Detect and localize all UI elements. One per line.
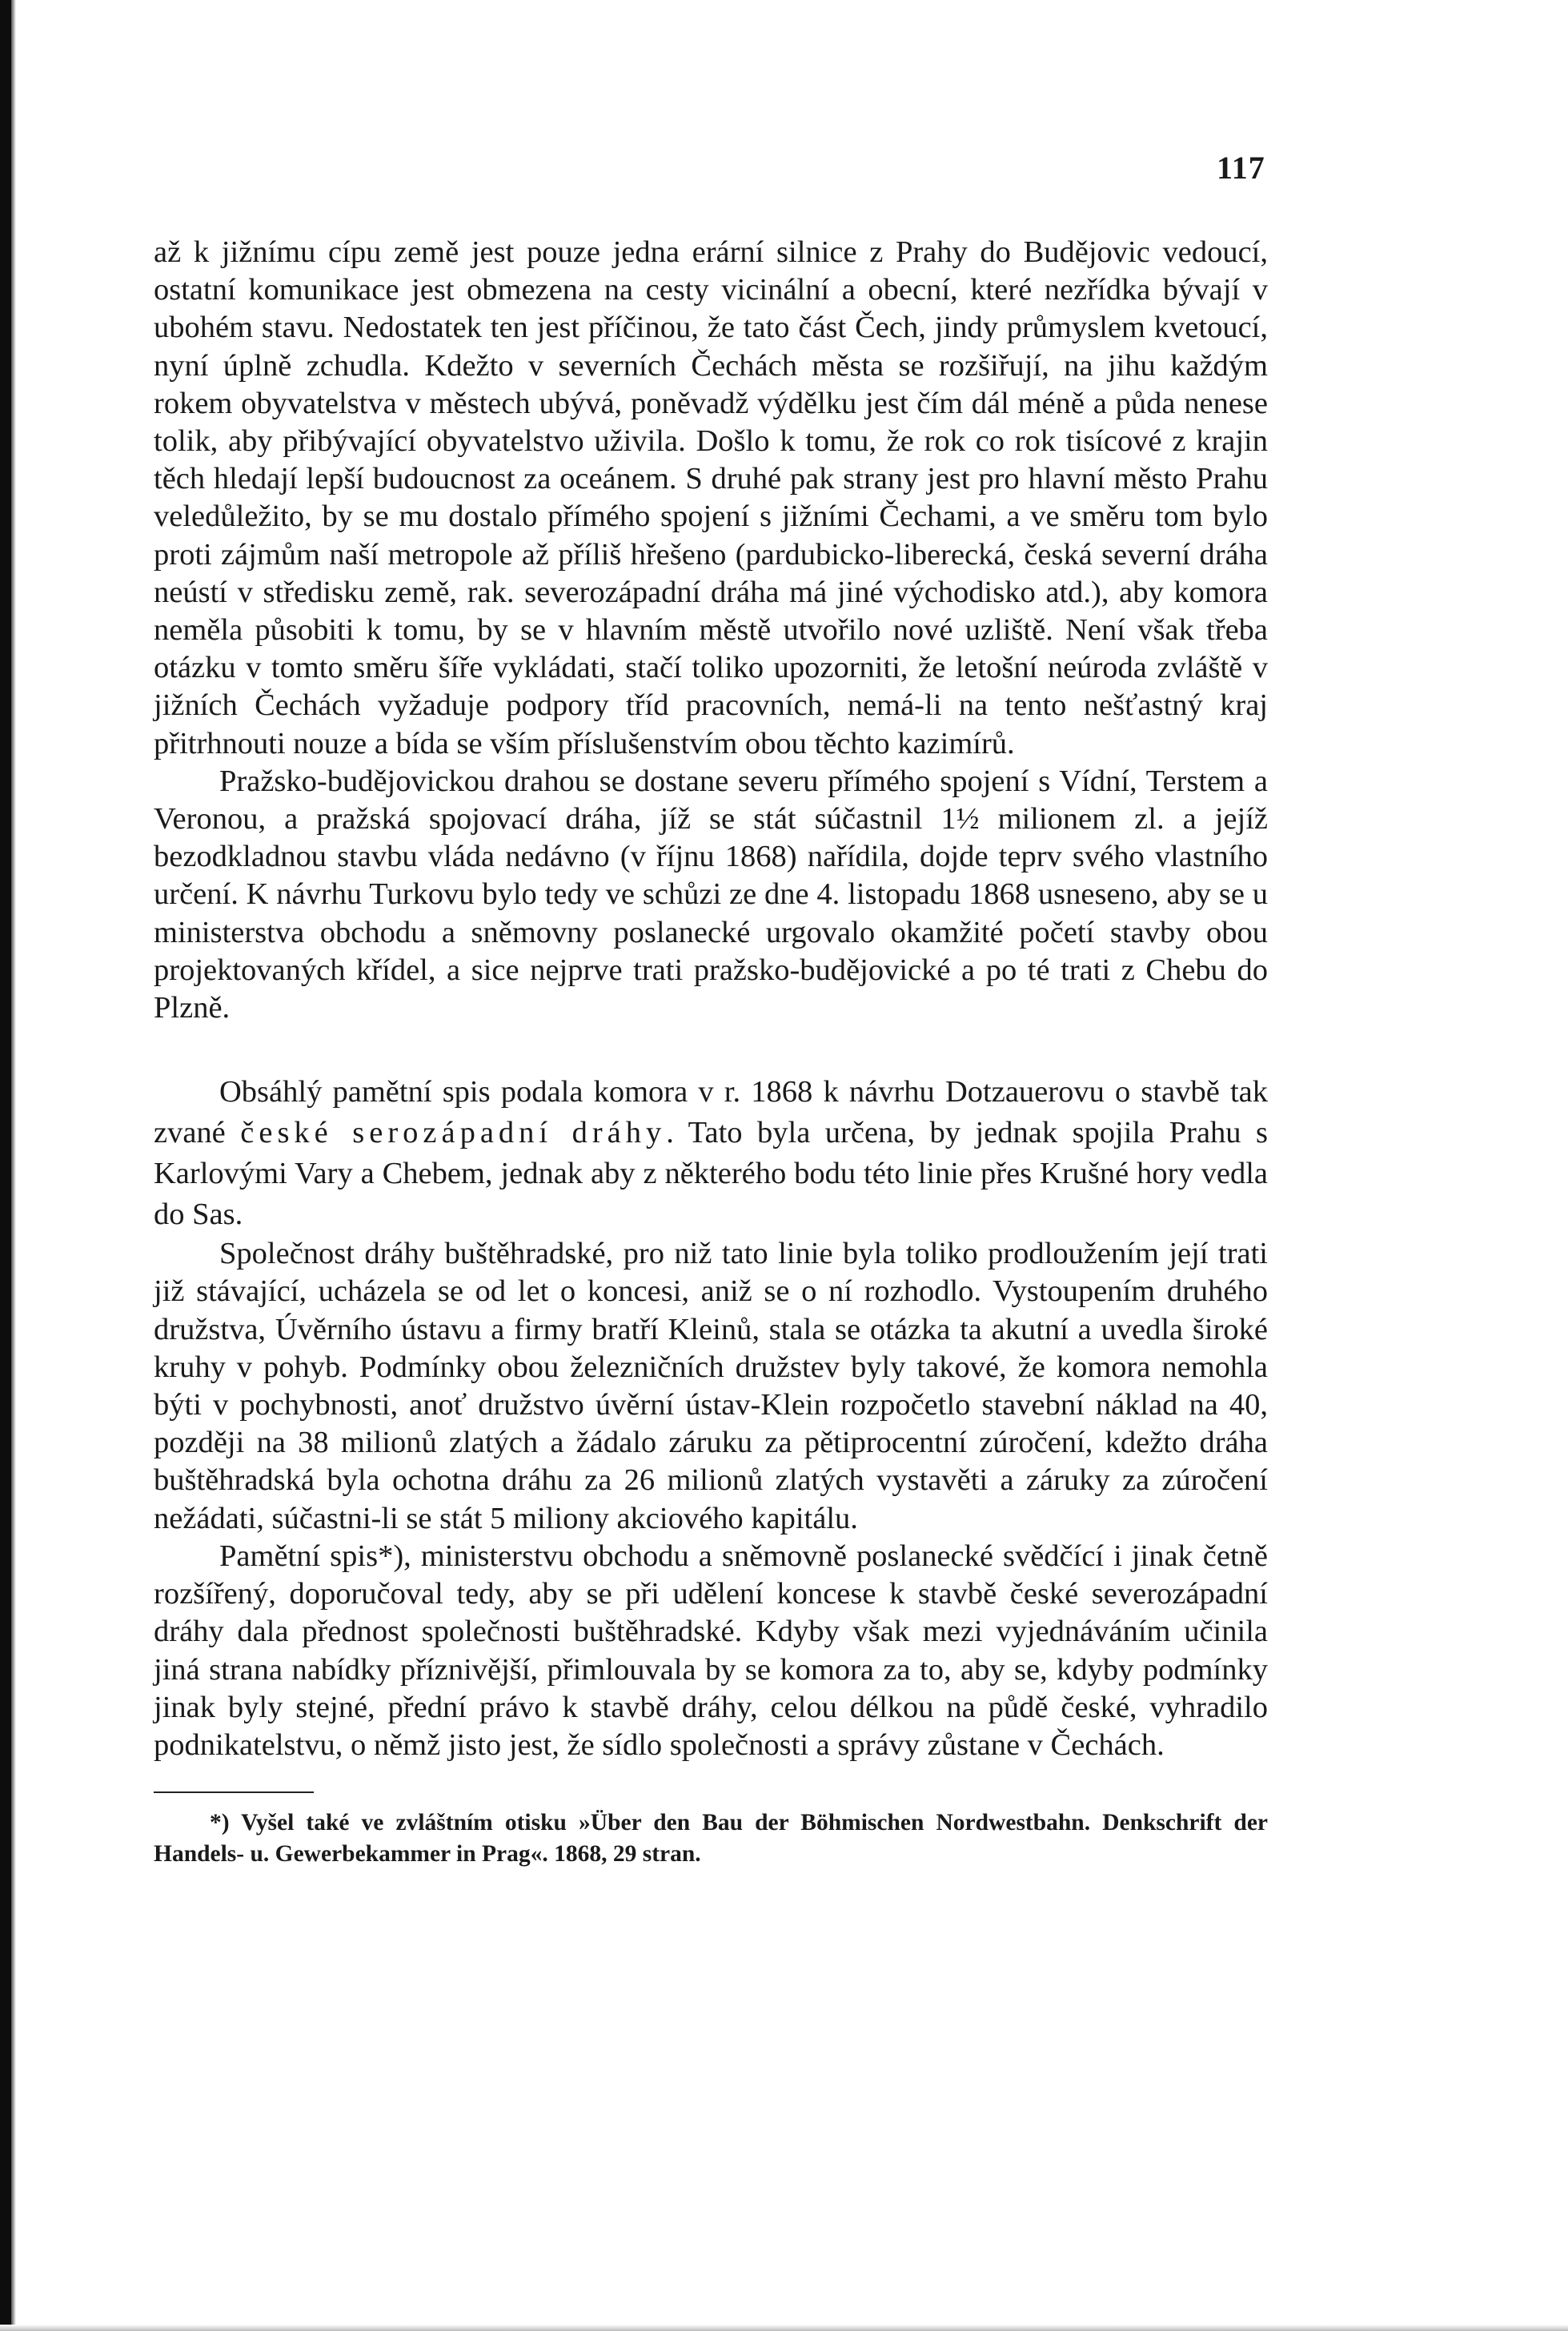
paragraph-3: [154, 1072, 1268, 1235]
paragraph-5-rest: , ministerstvu obchodu a sněmovně poslanecké svědčící i jinak četně rozšířený, doporučoval tedy, aby se při udělení koncese k stavbě české severozápadní dráhy dala přednost společnosti buštěhradské. Kdyby však mezi vyjednáváním učinila jiná strana nabídky příznivější, přimlouvala by se komora za to, aby se, kdyby podmínky jinak byly stejné, přední právo k stavbě dráhy, celou délkou na půdě české, vyhradilo podnikatelstvu, o němž jisto jest, že sídlo společnosti a správy zůstane v Čechách.: [154, 1539, 1268, 1762]
footnote-text: Vyšel také ve zvláštním otisku »Über den Bau der Böhmischen Nordwestbahn. Denkschrift der Handels- u. Gewerbekammer in Prag«. 1868, 29 stran.: [154, 1810, 1269, 1868]
paragraph-4: Společnost dráhy buštěhradské, pro niž tato linie byla toliko prodloužením její trati již stávající, ucházela se od let o koncesi, aniž se o ní rozhodlo. Vystoupením druhého družstva, Úvěrního ústavu a firmy bratří Kleinů, stala se otázka ta akutní a uvedla široké kruhy v pohyb. Podmínky obou železničních družstev byly takové, že komora nemohla býti v pochybnosti, anoť družstvo úvěrní ústav-Klein rozpočetlo stavební náklad na 40, později na 38 milionů zlatých a žádalo záruku za pětiprocentní zúročení, kdežto dráha buštěhradská byla ochotna dráhu za 26 milionů zlatých vystavěti a záruky za zúročení nežádati, súčastni-li se stát 5 miliony akciového kapitálu.: [154, 1237, 1268, 1535]
paragraph-2: Pražsko-budějovickou drahou se dostane severu přímého spojení s Vídní, Terstem a Veronou, a pražská spojovací dráha, jíž se stát súčastnil 1½ milionem zl. a jejíž bezodkladnou stavbu vláda nedávno (v říjnu 1868) nařídila, dojde teprv svého vlastního určení. K návrhu Turkovu bylo tedy ve schůzi ze dne 4. listopadu 1868 usneseno, aby se u ministerstva obchodu a sněmovny poslanecké urgovalo okamžité početí stavby obou projektovaných křídel, a sice nejprve trati pražsko-budějovické a po té trati z Chebu do Plzně.: [154, 764, 1268, 1025]
paragraph-5-lead: Pamětní spis: [219, 1539, 379, 1573]
footnote-area: [154, 1791, 1268, 1870]
body-text: [154, 234, 1268, 1870]
footnote-divider: [154, 1791, 314, 1793]
paragraph-5: [154, 1538, 1268, 1764]
footnote-reference: *): [378, 1539, 404, 1573]
scan-border-shadow: [11, 0, 16, 2331]
paragraph-1: až k jižnímu cípu země jest pouze jedna erární silnice z Prahy do Budějovic vedoucí, ostatní komunikace jest obmezena na cesty vicinální a obecní, které nezřídka bývají v ubohém stavu. Nedostatek ten jest příčinou, že tato část Čech, jindy průmyslem kvetoucí, nyní úplně zchudla. Kdežto v severních Čechách města se rozšiřují, na jihu každým rokem obyvatelstva v městech ubývá, poněvadž výdělku jest čím dál méně a půda nenese tolik, aby přibývající obyvatelstvo uživila. Došlo k tomu, že rok co rok tisícové z krajin těch hledají lepší budoucnost za oceánem. S druhé pak strany jest pro hlavní město Prahu veledůležito, by se mu dostalo přímého spojení s jižními Čechami, a ve směru tom bylo proti zájmům naší metropole až příliš hřešeno (pardubicko-liberecká, česká severní dráha neústí v středisku země, rak. severozápadní dráha má jiné východisko atd.), aby komora neměla působiti k tomu, by se v hlavním městě utvořilo nové uzliště. Není však třeba otázku v tomto směru šíře vykládati, stačí toliko upozorniti, že letošní neúroda zvláště v jižních Čechách vyžaduje podpory tříd pracovních, nemá-li na tento nešťastný kraj přitrhnouti nouze a bída se vším příslušenstvím obou těchto kazimírů.: [154, 235, 1268, 760]
scan-border-left: [0, 0, 11, 2331]
page-number: 117: [1217, 150, 1265, 186]
paragraph-3-rest: . Tato byla určena, by jednak spojila Prahu s Karlovými Vary a Chebem, jednak aby z některého bodu této linie přes Krušné hory vedla do Sas.: [154, 1116, 1269, 1232]
scan-border-bottom: [0, 2325, 1568, 2331]
footnote-mark: *): [210, 1810, 230, 1836]
paragraph-3-lead: Obsáhlý pamětní spis podala komora v r. 1868 k návrhu Dotzauerovu o stavbě tak zvané: [154, 1075, 1268, 1150]
footnote: [154, 1807, 1268, 1870]
paragraph-3-spaced-term: české serozápadní dráhy: [240, 1116, 667, 1150]
